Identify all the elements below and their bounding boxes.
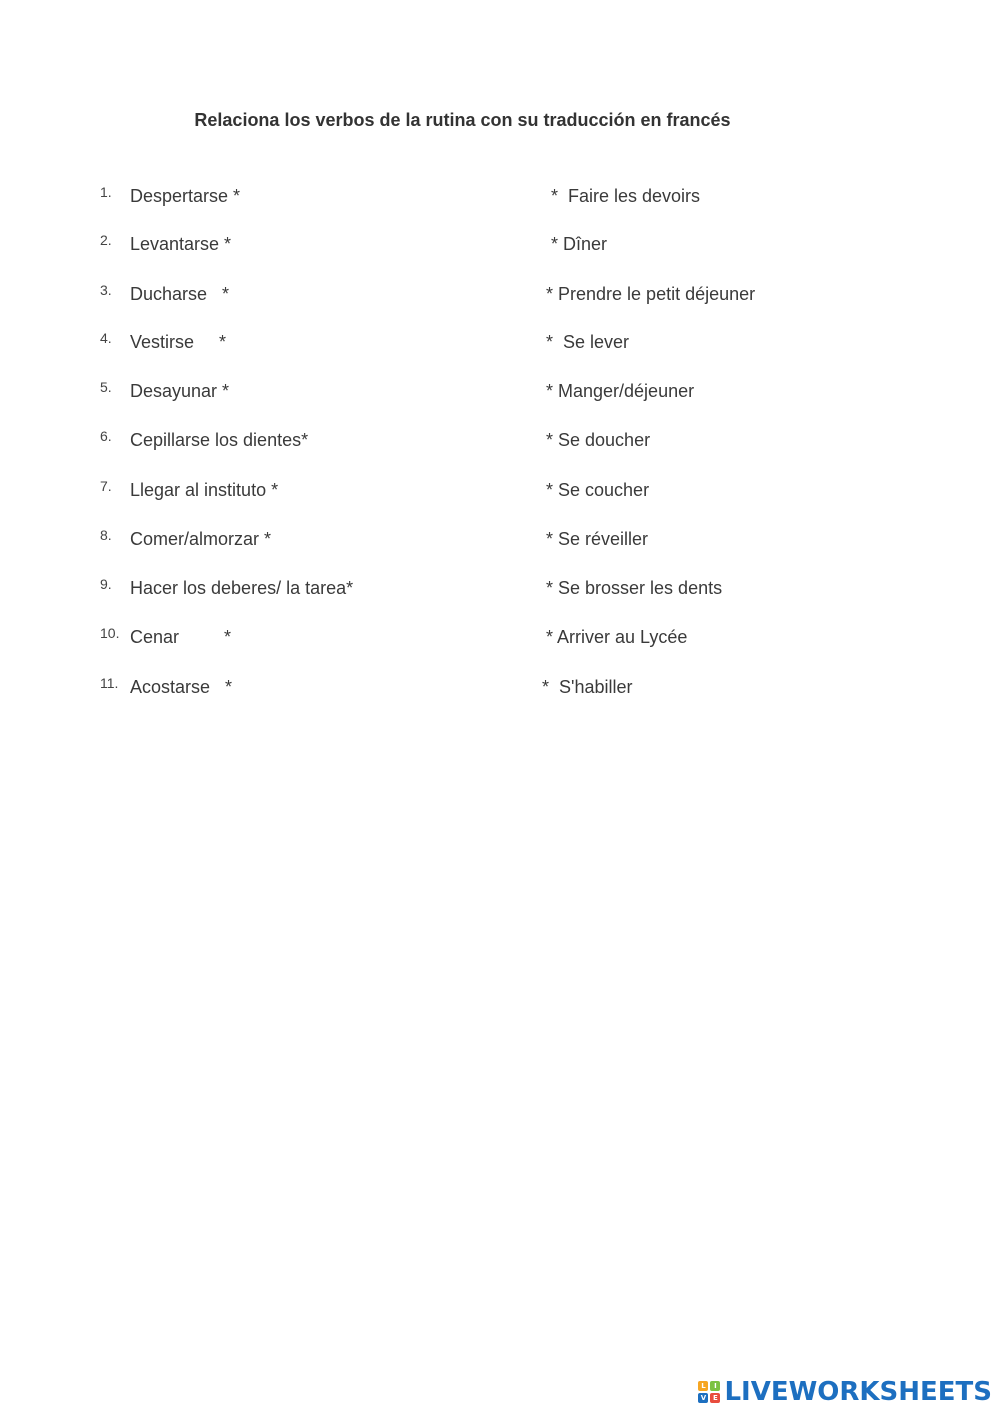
item-number: 9. [100,576,112,592]
logo-block: E [710,1393,720,1403]
list-item [0,184,1000,214]
item-number: 6. [100,428,112,444]
spanish-verb: Cepillarse los dientes* [130,430,309,450]
spanish-verb: Hacer los deberes/ la tarea* [130,578,354,598]
item-number: 8. [100,527,112,543]
list-item [0,232,1000,262]
list-item [0,330,1000,360]
spanish-verb: Comer/almorzar * [130,529,272,549]
list-item [0,478,1000,508]
list-item [0,428,1000,458]
french-translation: * Se doucher [546,430,651,450]
french-translation: * Se lever [546,332,630,352]
french-translation: * Se coucher [546,480,650,500]
spanish-verb: Levantarse * [130,234,232,254]
french-translation: * Arriver au Lycée [546,627,688,647]
spanish-verb: Llegar al instituto * [130,480,279,500]
brand-name: LIVEWORKSHEETS [724,1377,992,1407]
list-item [0,576,1000,606]
list-item [0,625,1000,655]
item-number: 3. [100,282,112,298]
french-translation: * Se réveiller [546,529,649,549]
logo-mark-icon [698,1381,720,1403]
item-number: 2. [100,232,112,248]
french-translation: * Prendre le petit déjeuner [546,284,756,304]
logo-block: I [710,1381,720,1391]
worksheet-title: Relaciona los verbos de la rutina con su traducción en francés [194,110,731,130]
list-item [0,379,1000,409]
french-translation: * Dîner [546,234,608,254]
french-translation: * S'habiller [542,677,633,697]
spanish-verb: Despertarse * [130,186,241,206]
logo-block: V [698,1393,708,1403]
list-item [0,527,1000,557]
item-number: 10. [100,625,120,641]
spanish-verb: Desayunar * [130,381,230,401]
item-number: 4. [100,330,112,346]
liveworksheets-logo [698,1377,992,1407]
french-translation: * Se brosser les dents [546,578,723,598]
list-item [0,675,1000,705]
item-number: 1. [100,184,112,200]
logo-block: L [698,1381,708,1391]
item-number: 5. [100,379,112,395]
spanish-verb: Cenar * [130,627,232,647]
spanish-verb: Acostarse * [130,677,233,697]
spanish-verb: Vestirse * [130,332,227,352]
french-translation: * Manger/déjeuner [546,381,695,401]
item-number: 7. [100,478,112,494]
french-translation: * Faire les devoirs [546,186,701,206]
list-item [0,282,1000,312]
item-number: 11. [100,675,119,691]
spanish-verb: Ducharse * [130,284,230,304]
